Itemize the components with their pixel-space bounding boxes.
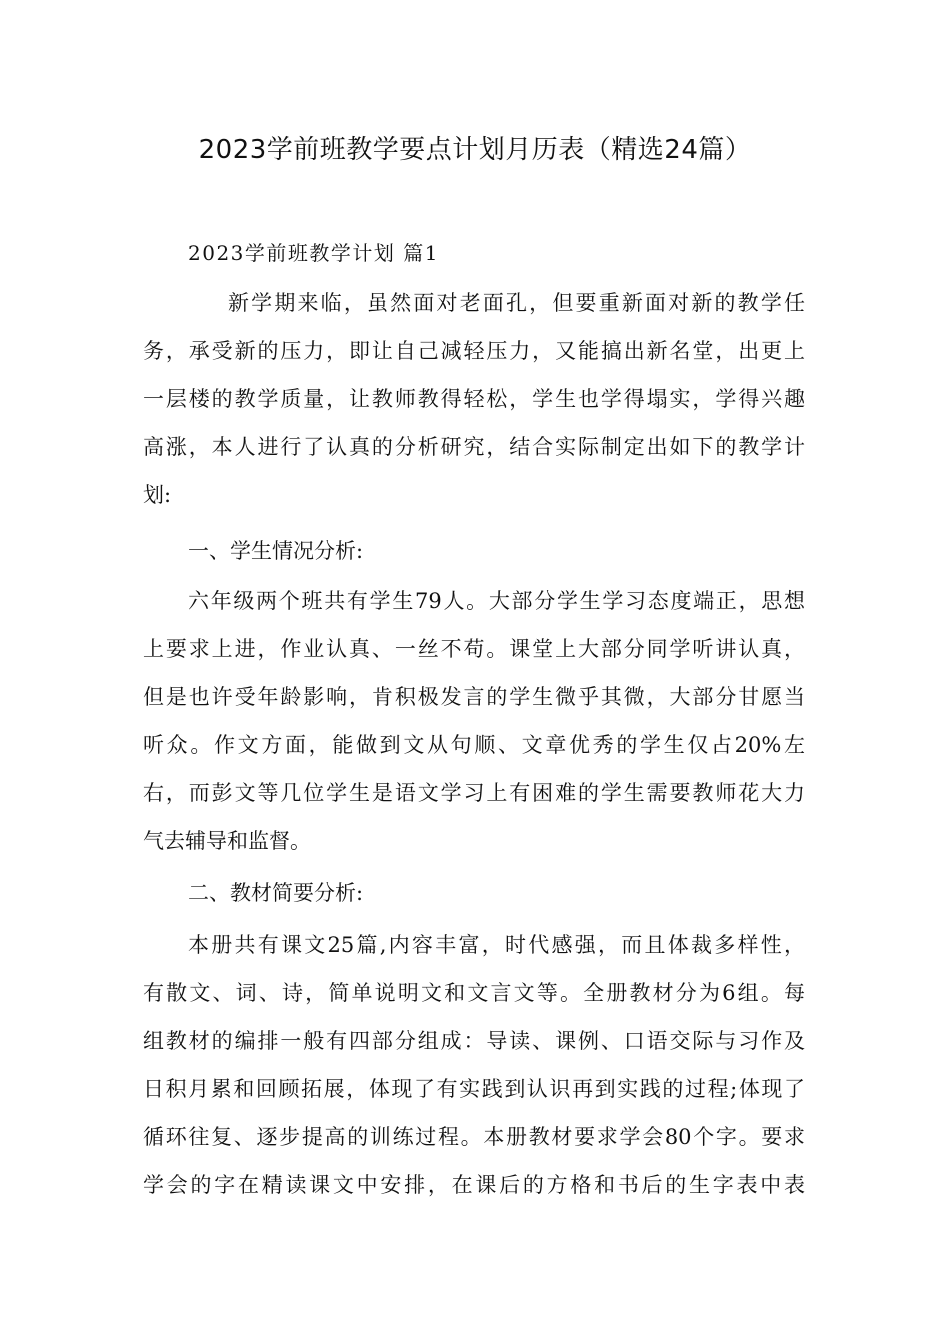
paragraph-line: 组教材的编排一般有四部分组成：导读、课例、口语交际与习作及 [143,1029,805,1053]
paragraph-line: 六年级两个班共有学生79人。大部分学生学习态度端正，思想 [188,589,805,613]
document-title: 2023学前班教学要点计划月历表（精选24篇） [198,135,752,165]
paragraph-line: 上要求上进，作业认真、一丝不苟。课堂上大部分同学听讲认真， [143,637,805,661]
paragraph-line: 右，而彭文等几位学生是语文学习上有困难的学生需要教师花大力 [143,781,805,805]
paragraph-line: 学会的字在精读课文中安排，在课后的方格和书后的生字表中表 [143,1173,805,1197]
paragraph-line: 听众。作文方面，能做到文从句顺、文章优秀的学生仅占20%左 [143,733,805,757]
paragraph-line: 一层楼的教学质量，让教师教得轻松，学生也学得塌实，学得兴趣 [143,387,805,411]
section-heading: 2023学前班教学计划 篇1 [188,241,439,265]
paragraph-line: 循环往复、逐步提高的训练过程。本册教材要求学会80个字。要求 [143,1125,805,1149]
paragraph-line: 新学期来临，虽然面对老面孔，但要重新面对新的教学任 [228,291,805,315]
paragraph-line: 划: [143,483,172,507]
subsection-heading: 二、教材简要分析: [188,881,364,905]
paragraph-line: 日积月累和回顾拓展，体现了有实践到认识再到实践的过程;体现了 [143,1077,805,1101]
paragraph-line: 务，承受新的压力，即让自己减轻压力，又能搞出新名堂，出更上 [143,339,805,363]
paragraph-line: 高涨，本人进行了认真的分析研究，结合实际制定出如下的教学计 [143,435,805,459]
subsection-heading: 一、学生情况分析: [188,539,364,563]
paragraph-line: 本册共有课文25篇,内容丰富，时代感强，而且体裁多样性， [188,933,805,957]
paragraph-line: 气去辅导和监督。 [143,829,311,853]
paragraph-line: 但是也许受年龄影响，肯积极发言的学生微乎其微，大部分甘愿当 [143,685,805,709]
paragraph-line: 有散文、词、诗，简单说明文和文言文等。全册教材分为6组。每 [143,981,805,1005]
